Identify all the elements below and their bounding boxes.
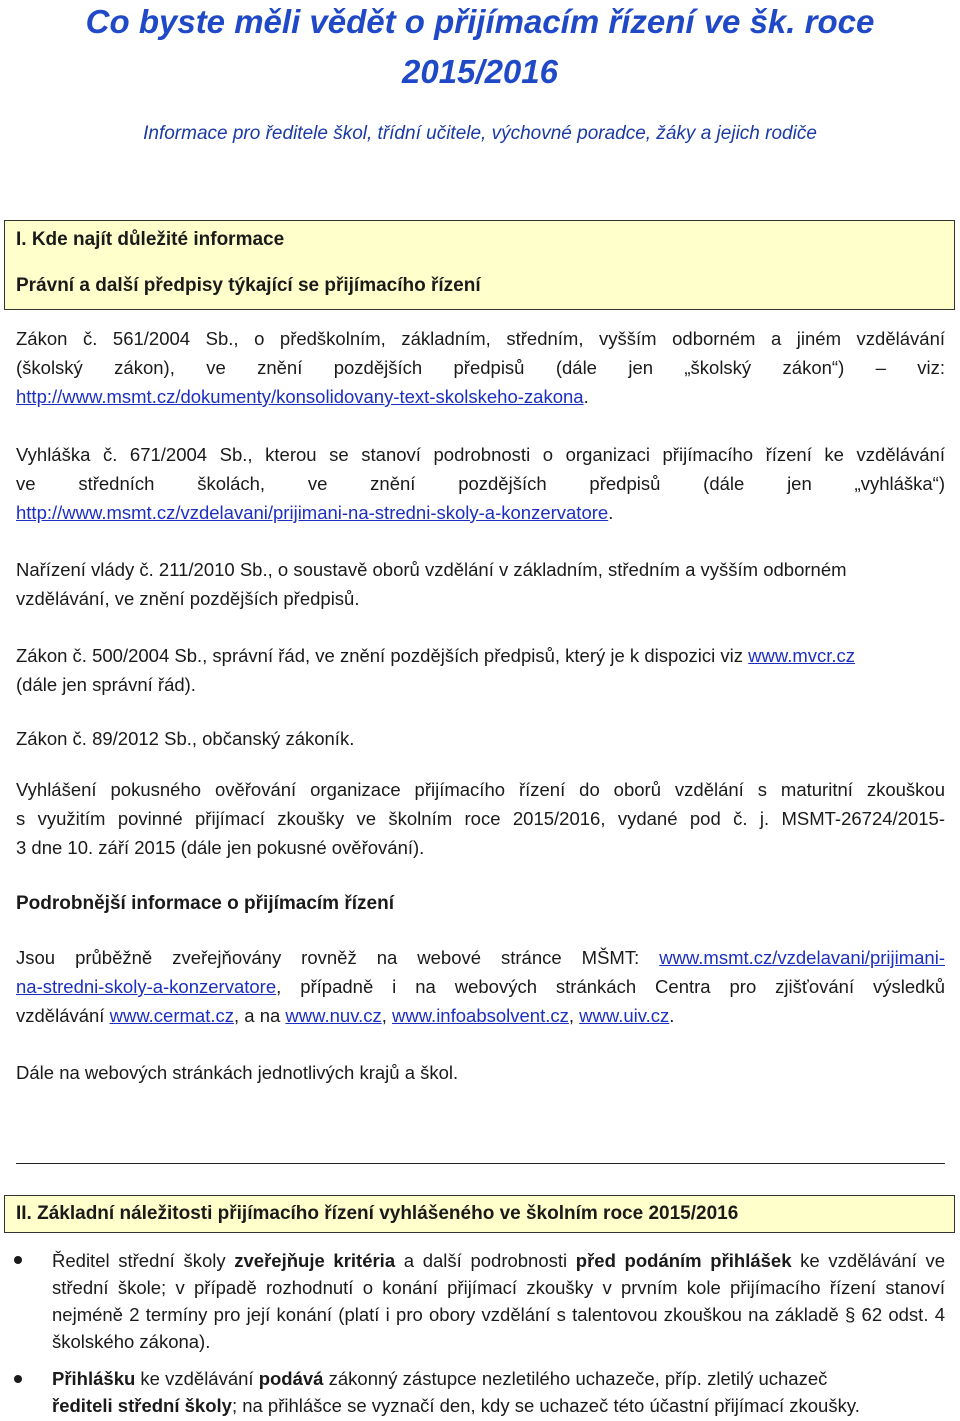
paragraph-spravni-rad [16, 641, 945, 699]
paragraph-line: (školský zákon), ve znění pozdějších předpisů (dále jen „školský zákon“) – viz: [16, 357, 945, 378]
punctuation: . [669, 1005, 675, 1026]
paragraph-skolsky-zakon [16, 324, 945, 411]
uiv-link[interactable]: www.uiv.cz [579, 1005, 670, 1026]
skolsky-zakon-link[interactable]: http://www.msmt.cz/dokumenty/konsolidovany-text-skolskeho-zakona [16, 386, 584, 407]
vyhlaska-link[interactable]: http://www.msmt.cz/vzdelavani/prijimani-na-stredni-skoly-a-konzervatore [16, 502, 609, 523]
paragraph-line: Vyhláška č. 671/2004 Sb., kterou se stanoví podrobnosti o organizaci přijímacího řízení ke vzdělávání [16, 444, 945, 465]
paragraph-line: ve středních školách, ve znění pozdějších předpisů (dále jen „vyhláška“) [16, 473, 945, 494]
paragraph-line: (dále jen správní řád). [16, 674, 196, 695]
cermat-link[interactable]: www.cermat.cz [109, 1005, 234, 1026]
bullet-emphasis: řediteli střední školy [52, 1395, 232, 1416]
bullet-icon [14, 1256, 22, 1264]
bullet-text: zákonný zástupce nezletilého uchazeče, příp. zletilý uchazeč [323, 1368, 828, 1389]
bullet-emphasis: Přihlášku [52, 1368, 136, 1389]
bullet-emphasis: před podáním přihlášek [575, 1250, 792, 1271]
paragraph-line: 3 dne 10. září 2015 (dále jen pokusné ověřování). [16, 837, 425, 858]
paragraph-text: , případně i na webových stránkách Centra pro zjišťování výsledků [276, 976, 945, 997]
bullet-emphasis: podává [258, 1368, 324, 1389]
paragraph-line: Vyhlášení pokusného ověřování organizace přijímacího řízení do oborů vzdělání s maturitní zkouškou [16, 779, 945, 800]
paragraph-text: , a na [233, 1005, 286, 1026]
mvcr-link[interactable]: www.mvcr.cz [748, 645, 856, 666]
paragraph-text: vzdělávání [16, 1005, 110, 1026]
bullet-item-prihlaska [52, 1365, 945, 1419]
paragraph-kraje-skoly [16, 1058, 945, 1087]
section-divider [16, 1163, 945, 1164]
paragraph-line: Zákon č. 561/2004 Sb., o předškolním, základním, středním, vyšším odborném a jiném vzdělávání [16, 328, 945, 349]
paragraph-pokusne-overovani [16, 775, 945, 862]
section-1-subheading: Právní a další předpisy týkající se přijímacího řízení [16, 275, 481, 296]
bullet-item-kriteria [52, 1247, 945, 1355]
separator: , [381, 1005, 392, 1026]
paragraph-line: Zákon č. 89/2012 Sb., občanský zákoník. [16, 728, 355, 749]
bullet-text: a další podrobnosti [395, 1250, 576, 1271]
bullet-emphasis: zveřejňuje kritéria [234, 1250, 396, 1271]
paragraph-text: Zákon č. 500/2004 Sb., správní řád, ve znění pozdějších předpisů, který je k dispozici viz [16, 645, 749, 666]
nuv-link[interactable]: www.nuv.cz [285, 1005, 382, 1026]
bullet-text: ; na přihlášce se vyznačí den, kdy se uchazeč této účastní přijímací zkoušky. [231, 1395, 860, 1416]
paragraph-line: s využitím povinné přijímací zkoušky ve školním roce 2015/2016, vydané pod č. j. MSMT-26724/2015- [16, 808, 945, 829]
section-1-heading: I. Kde najít důležité informace [16, 229, 285, 250]
bullet-text: ke vzdělávání [135, 1368, 259, 1389]
msmt-link[interactable]: www.msmt.cz/vzdelavani/prijimani- [659, 947, 945, 968]
paragraph-line: Nařízení vlády č. 211/2010 Sb., o soustavě oborů vzdělání v základním, středním a vyšším odborném [16, 559, 847, 580]
section-2-heading: II. Základní náležitosti přijímacího řízení vyhlášeného ve školním roce 2015/2016 [16, 1203, 739, 1224]
separator: , [568, 1005, 580, 1026]
punctuation: . [583, 386, 589, 407]
paragraph-line: Dále na webových stránkách jednotlivých krajů a škol. [16, 1062, 459, 1083]
bullet-icon [14, 1375, 22, 1383]
bullet-text: Ředitel střední školy [52, 1250, 235, 1271]
bullet-text: ke vzdělávání ve střední škole; v případě rozhodnutí o konání přijímací zkoušky v prvním kole přijímacího řízení stanoví nejméně 2 termíny pro její konání (platí i pro obory vzdělání s talentovou zkouškou na základě § 62 odst. 4 školského zákona). [52, 1250, 946, 1352]
subheading-podrobnejsi-informace: Podrobnější informace o přijímacím řízení [16, 893, 394, 914]
paragraph-obcansky-zakonik [16, 724, 945, 753]
paragraph-web-info [16, 943, 945, 1030]
document-title-line1: Co byste měli vědět o přijímacím řízení ve šk. roce [85, 3, 875, 40]
paragraph-narizeni-vlady [16, 555, 945, 613]
infoabsolvent-link[interactable]: www.infoabsolvent.cz [392, 1005, 569, 1026]
msmt-link-continued[interactable]: na-stredni-skoly-a-konzervatore [16, 976, 277, 997]
paragraph-text: Jsou průběžně zveřejňovány rovněž na webové stránce MŠMT: [16, 947, 660, 968]
paragraph-vyhlaska [16, 440, 945, 527]
punctuation: . [608, 502, 614, 523]
paragraph-line: vzdělávání, ve znění pozdějších předpisů. [16, 588, 360, 609]
document-title-line2: 2015/2016 [402, 53, 558, 90]
document-subtitle: Informace pro ředitele škol, třídní učitele, výchovné poradce, žáky a jejich rodiče [143, 123, 817, 144]
